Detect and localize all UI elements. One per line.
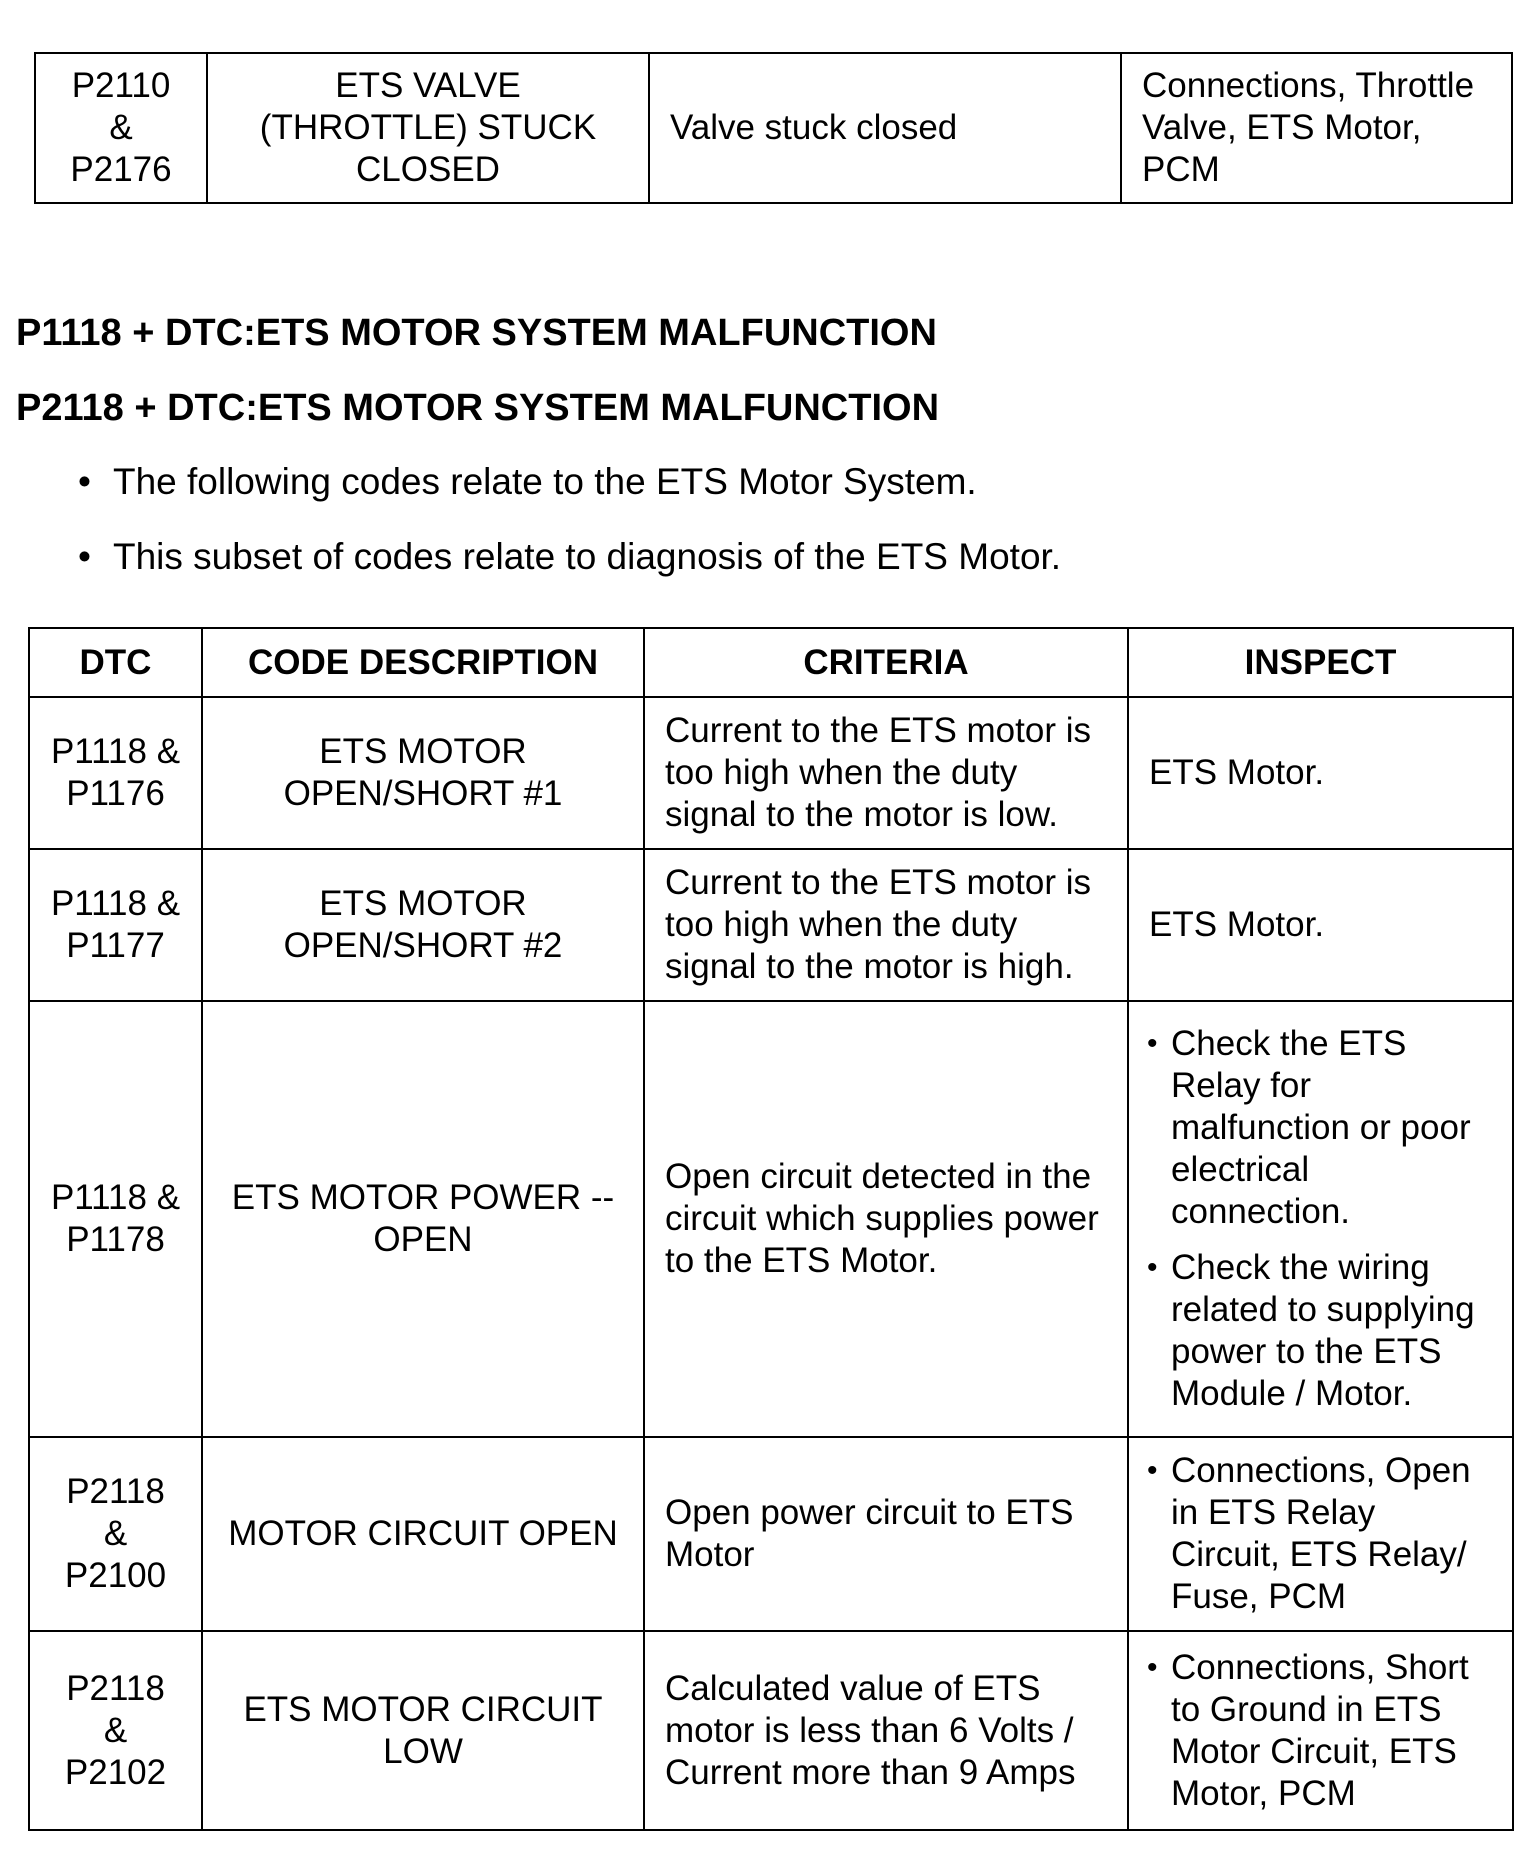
dtc-cell: P1118 & P1176 — [29, 697, 202, 849]
inspect-cell — [1128, 1001, 1513, 1437]
criteria-cell: Open power circuit to ETS Motor — [644, 1437, 1128, 1631]
inspect-cell: ETS Motor. — [1128, 849, 1513, 1001]
column-header-criteria: CRITERIA — [644, 628, 1128, 697]
dtc-cell: P2110 & P2176 — [35, 53, 207, 203]
list-item: • Check the wiring related to supplying power to the ETS Module / Motor. — [1147, 1247, 1504, 1415]
inspect-cell — [1128, 1437, 1513, 1631]
inspect-list — [1129, 1450, 1512, 1618]
column-header-inspect: INSPECT — [1128, 628, 1513, 697]
bullet-icon: • — [78, 536, 91, 577]
inspect-cell — [1128, 1631, 1513, 1830]
table-row — [29, 1437, 1513, 1631]
description-cell: ETS VALVE (THROTTLE) STUCK CLOSED — [207, 53, 649, 203]
table-row — [29, 1001, 1513, 1437]
description-cell: ETS MOTOR POWER -- OPEN — [202, 1001, 644, 1437]
section-heading: P1118 + DTC:ETS MOTOR SYSTEM MALFUNCTION — [16, 312, 937, 354]
criteria-cell: Calculated value of ETS motor is less than 6 Volts / Current more than 9 Amps — [644, 1631, 1128, 1830]
criteria-cell: Open circuit detected in the circuit which supplies power to the ETS Motor. — [644, 1001, 1128, 1437]
inspect-list — [1129, 1647, 1512, 1815]
criteria-cell: Current to the ETS motor is too high when the duty signal to the motor is high. — [644, 849, 1128, 1001]
table-row — [29, 849, 1513, 1001]
table-row — [29, 697, 1513, 849]
description-cell: ETS MOTOR CIRCUIT LOW — [202, 1631, 644, 1830]
inspect-list — [1129, 1023, 1512, 1415]
dtc-cell: P2118 & P2102 — [29, 1631, 202, 1830]
criteria-cell: Current to the ETS motor is too high when the duty signal to the motor is low. — [644, 697, 1128, 849]
continued-dtc-table — [34, 52, 1513, 204]
section-heading: P2118 + DTC:ETS MOTOR SYSTEM MALFUNCTION — [16, 387, 940, 429]
list-item: • Check the ETS Relay for malfunction or poor electrical connection. — [1147, 1023, 1504, 1233]
column-header-dtc: DTC — [29, 628, 202, 697]
inspect-cell: ETS Motor. — [1128, 697, 1513, 849]
dtc-cell: P2118 & P2100 — [29, 1437, 202, 1631]
list-item: • Connections, Short to Ground in ETS Motor Circuit, ETS Motor, PCM — [1147, 1647, 1504, 1815]
list-item — [78, 535, 1061, 579]
description-cell: ETS MOTOR OPEN/SHORT #1 — [202, 697, 644, 849]
table-header-row — [29, 628, 1513, 697]
inspect-cell: Connections, Throttle Valve, ETS Motor, PCM — [1121, 53, 1512, 203]
bullet-text: The following codes relate to the ETS Motor System. — [112, 461, 977, 502]
bullet-icon: • — [78, 461, 91, 502]
description-cell: MOTOR CIRCUIT OPEN — [202, 1437, 644, 1631]
list-item: • Connections, Open in ETS Relay Circuit, ETS Relay/ Fuse, PCM — [1147, 1450, 1504, 1618]
bullet-text: This subset of codes relate to diagnosis of the ETS Motor. — [112, 536, 1062, 577]
description-cell: ETS MOTOR OPEN/SHORT #2 — [202, 849, 644, 1001]
table-row — [29, 1631, 1513, 1830]
dtc-cell: P1118 & P1178 — [29, 1001, 202, 1437]
table-row — [35, 53, 1512, 203]
dtc-cell: P1118 & P1177 — [29, 849, 202, 1001]
list-item — [78, 460, 977, 504]
column-header-description: CODE DESCRIPTION — [202, 628, 644, 697]
dtc-table — [28, 627, 1514, 1831]
criteria-cell: Valve stuck closed — [649, 53, 1121, 203]
